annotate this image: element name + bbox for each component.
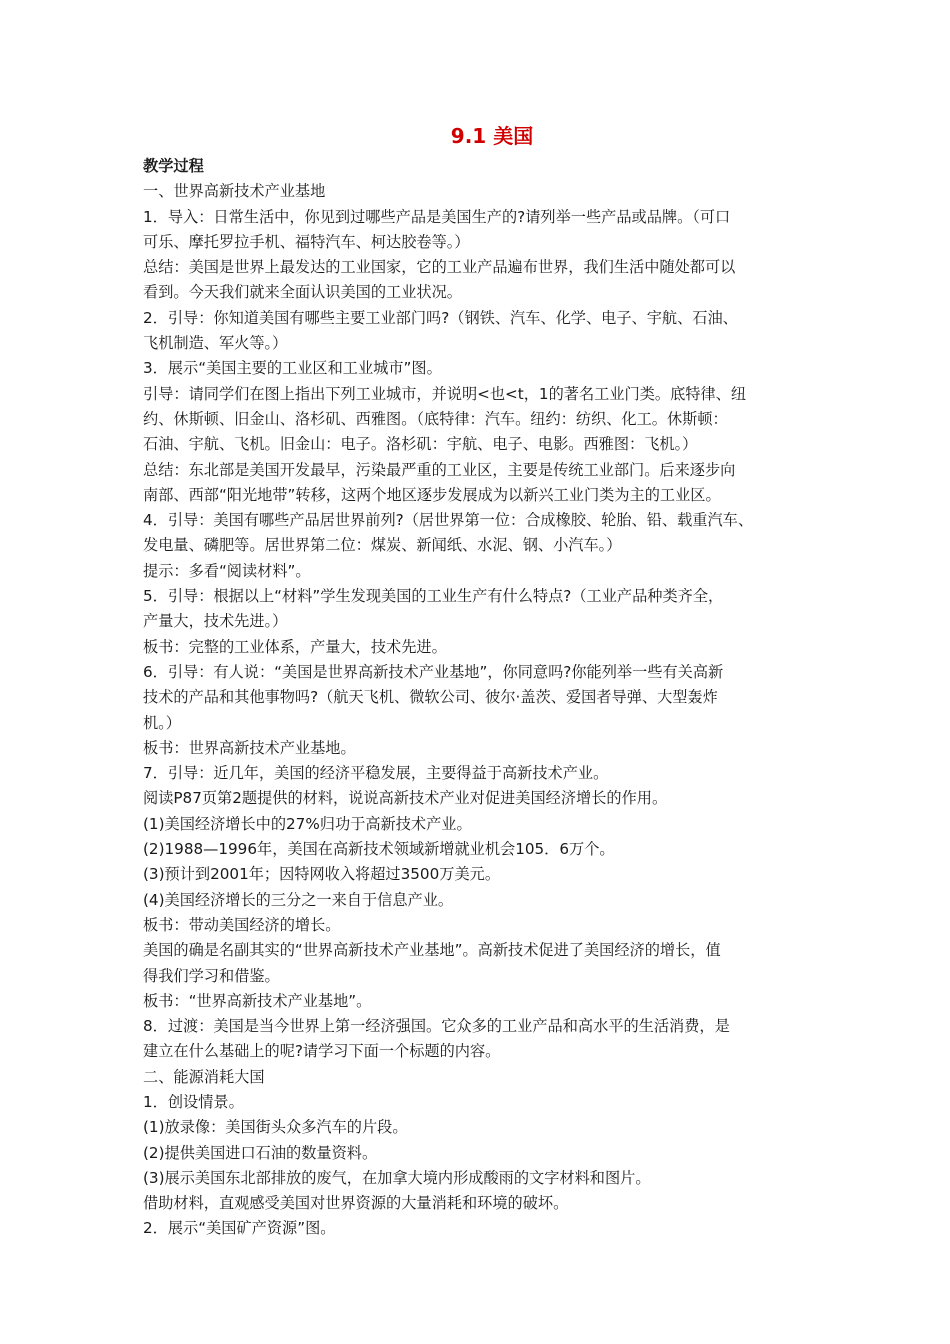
text-line: 技术的产品和其他事物吗?（航天飞机、微软公司、彼尔·盖茨、爱国者导弹、大型轰炸 (143, 688, 718, 707)
text-line: 借助材料，直观感受美国对世界资源的大量消耗和环境的破坏。 (143, 1194, 569, 1213)
text-line: 约、休斯顿、旧金山、洛杉矶、西雅图。（底特律：汽车。纽约：纺织、化工。休斯顿： (143, 409, 728, 428)
text-line: 1．导入：日常生活中，你见到过哪些产品是美国生产的?请列举一些产品或品牌。（可口 (143, 207, 731, 226)
text-line: 提示：多看“阅读材料”。 (143, 561, 311, 580)
text-line: 南部、西部“阳光地带”转移，这两个地区逐步发展成为以新兴工业门类为主的工业区。 (143, 485, 721, 504)
text-line: 2．引导：你知道美国有哪些主要工业部门吗?（钢铁、汽车、化学、电子、宇航、石油、 (143, 308, 738, 327)
text-line: (4)美国经济增长的三分之一来自于信息产业。 (143, 890, 454, 909)
text-line: 总结：美国是世界上最发达的工业国家，它的工业产品遍布世界，我们生活中随处都可以 (143, 258, 736, 277)
text-line: 7．引导：近几年，美国的经济平稳发展，主要得益于高新技术产业。 (143, 764, 609, 783)
text-line: 阅读P87页第2题提供的材料，说说高新技术产业对促进美国经济增长的作用。 (143, 789, 668, 808)
text-line: 2．展示“美国矿产资源”图。 (143, 1219, 336, 1238)
text-line: 5．引导：根据以上“材料”学生发现美国的工业生产有什么特点?（工业产品种类齐全， (143, 587, 724, 606)
text-line: 发电量、磷肥等。居世界第二位：煤炭、新闻纸、水泥、钢、小汽车。） (143, 536, 622, 555)
text-line: 产量大，技术先进。） (143, 612, 288, 631)
document-page (143, 118, 823, 1242)
text-line: 8．过渡：美国是当今世界上第一经济强国。它众多的工业产品和高水平的生活消费，是 (143, 1017, 730, 1036)
text-line: (3)展示美国东北部排放的废气，在加拿大境内形成酸雨的文字材料和图片。 (143, 1168, 651, 1187)
text-line: (3)预计到2001年；因特网收入将超过3500万美元。 (143, 865, 501, 884)
document-title: 9.1 美国 (450, 124, 534, 148)
text-line: 一、世界高新技术产业基地 (143, 182, 326, 201)
text-line: 4．引导：美国有哪些产品居世界前列?（居世界第一位：合成橡胶、轮胎、铅、载重汽车、 (143, 511, 754, 530)
document-body (143, 179, 823, 1241)
text-line: 飞机制造、军火等。） (143, 334, 288, 353)
text-line: (2)提供美国进口石油的数量资料。 (143, 1143, 378, 1162)
text-line: 引导：请同学们在图上指出下列工业城市，并说明<也<t，1的著名工业门类。底特律、纽 (143, 384, 747, 403)
text-line: 板书：世界高新技术产业基地。 (143, 738, 356, 757)
text-line: 看到。今天我们就来全面认识美国的工业状况。 (143, 283, 462, 302)
section-heading-teaching-process: 教学过程 (143, 157, 204, 175)
text-line: 6．引导：有人说：“美国是世界高新技术产业基地”，你同意吗?你能列举一些有关高新 (143, 662, 724, 681)
text-line: 板书：“世界高新技术产业基地”。 (143, 991, 372, 1010)
text-line: (1)放录像：美国街头众多汽车的片段。 (143, 1118, 408, 1137)
text-line: 可乐、摩托罗拉手机、福特汽车、柯达胶卷等。） (143, 232, 470, 251)
text-line: 建立在什么基础上的呢?请学习下面一个标题的内容。 (143, 1042, 501, 1061)
text-line: 美国的确是名副其实的“世界高新技术产业基地”。高新技术促进了美国经济的增长，值 (143, 941, 721, 960)
text-line: (2)1988—1996年，美国在高新技术领域新增就业机会105．6万个。 (143, 840, 615, 859)
text-line: 板书：完整的工业体系，产量大，技术先进。 (143, 637, 447, 656)
text-line: 二、能源消耗大国 (143, 1067, 265, 1086)
text-line: 总结：东北部是美国开发最早，污染最严重的工业区，主要是传统工业部门。后来逐步向 (143, 460, 736, 479)
text-line: 3．展示“美国主要的工业区和工业城市”图。 (143, 359, 442, 378)
text-line: 1．创设情景。 (143, 1092, 244, 1111)
text-line: (1)美国经济增长中的27%归功于高新技术产业。 (143, 814, 472, 833)
text-line: 板书：带动美国经济的增长。 (143, 915, 341, 934)
text-line: 机。） (143, 713, 181, 732)
text-line: 得我们学习和借鉴。 (143, 966, 280, 985)
text-line: 石油、宇航、飞机。旧金山：电子。洛杉矶：宇航、电子、电影。西雅图：飞机。） (143, 435, 698, 454)
